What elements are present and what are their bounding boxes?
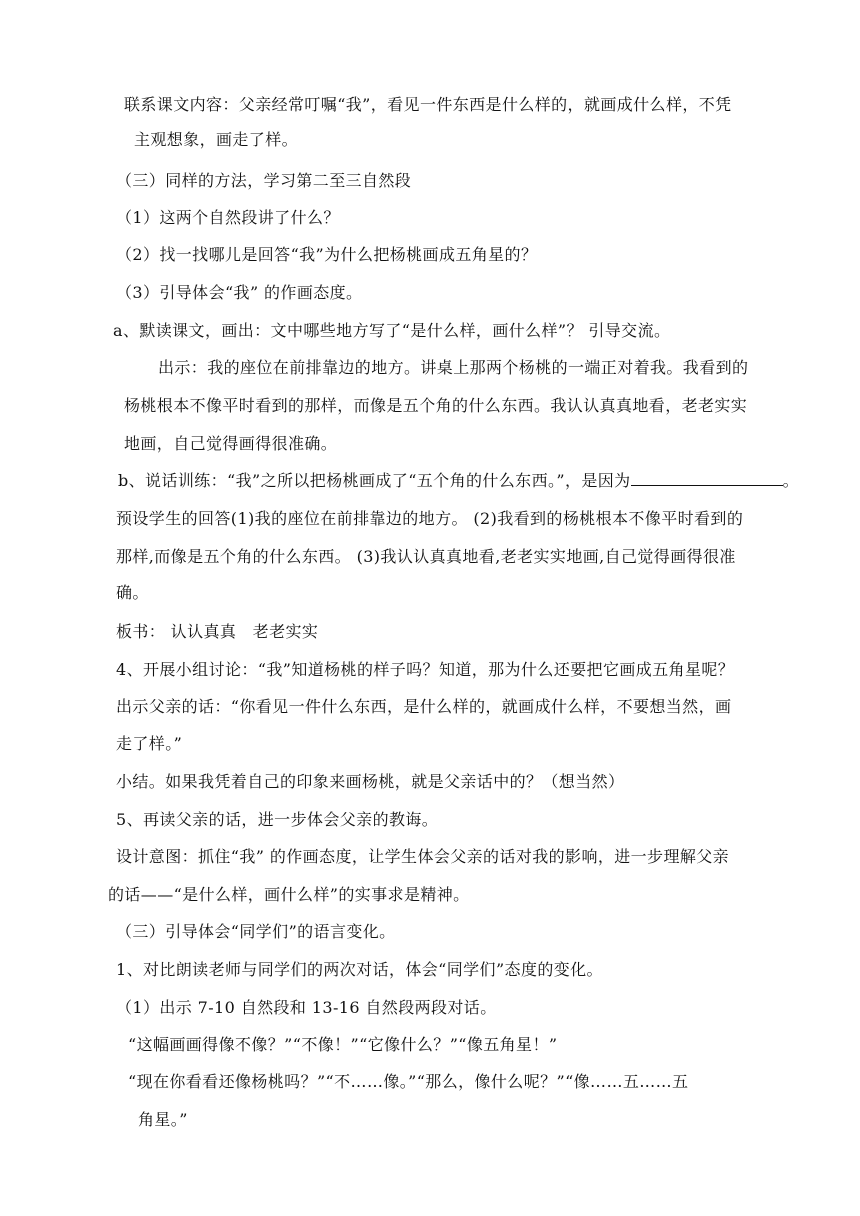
text-line: 设计意图：抓住“我” 的作画态度，让学生体会父亲的话对我的影响，进一步理解父亲 [116, 847, 730, 866]
text-line: “这幅画画得像不像？”“不像！”“它像什么？”“像五角星！” [128, 1035, 558, 1054]
text-line: 地画，自己觉得画得很准确。 [124, 434, 338, 453]
text-line: 小结。如果我凭着自己的印象来画杨桃，就是父亲话中的？（想当然） [116, 772, 625, 791]
text-line: （2）找一找哪儿是回答“我”为什么把杨桃画成五角星的？ [116, 245, 538, 264]
text-line: a、默读课文，画出：文中哪些地方写了“是什么样，画什么样”？ 引导交流。 [113, 321, 671, 340]
text-line: 5、再读父亲的话，进一步体会父亲的教诲。 [116, 810, 439, 829]
text-line: 1、对比朗读老师与同学们的两次对话，体会“同学们”态度的变化。 [116, 960, 603, 979]
fill-in-line [118, 471, 799, 491]
text-line: 出示父亲的话：“你看见一件什么东西，是什么样的，就画成什么样，不要想当然，画 [116, 697, 732, 716]
text-line: 角星。” [138, 1110, 188, 1129]
text-line: 出示：我的座位在前排靠边的地方。讲桌上那两个杨桃的一端正对着我。我看到的 [158, 358, 749, 377]
text-line: 预设学生的回答(1)我的座位在前排靠边的地方。 (2)我看到的杨桃根本不像平时看到的 [116, 509, 744, 528]
text-line: 走了样。” [116, 734, 183, 753]
text-line: b、说话训练：“我”之所以把杨桃画成了“五个角的什么东西。”，是因为 [118, 471, 631, 490]
text-line: 。 [782, 471, 799, 490]
text-line: 杨桃根本不像平时看到的那样，而像是五个角的什么东西。我认认真真地看，老老实实 [124, 396, 748, 415]
text-line: （1）这两个自然段讲了什么？ [116, 208, 340, 227]
text-line: 联系课文内容：父亲经常叮嘱“我”，看见一件东西是什么样的，就画成什么样，不凭 [124, 95, 732, 114]
answer-blank [631, 471, 783, 486]
text-line: 的话——“是什么样，画什么样”的实事求是精神。 [108, 885, 470, 904]
text-line: “现在你看看还像杨桃吗？”“不……像。”“那么，像什么呢？”“像……五……五 [128, 1072, 689, 1091]
text-line: 4、开展小组讨论：“我”知道杨桃的样子吗？知道，那为什么还要把它画成五角星呢？ [116, 660, 735, 679]
text-line: 主观想象，画走了样。 [134, 130, 299, 149]
text-line: （3）引导体会“我” 的作画态度。 [116, 283, 363, 302]
text-line: （三）引导体会“同学们”的语言变化。 [116, 922, 396, 941]
text-line: 板书： 认认真真 老老实实 [116, 622, 319, 641]
text-line: （1）出示 7-10 自然段和 13-16 自然段两段对话。 [116, 998, 497, 1017]
text-line: 确。 [116, 583, 149, 602]
text-line: 那样,而像是五个角的什么东西。 (3)我认认真真地看,老老实实地画,自己觉得画得很准 [116, 547, 736, 566]
text-line: （三）同样的方法，学习第二至三自然段 [116, 171, 412, 190]
